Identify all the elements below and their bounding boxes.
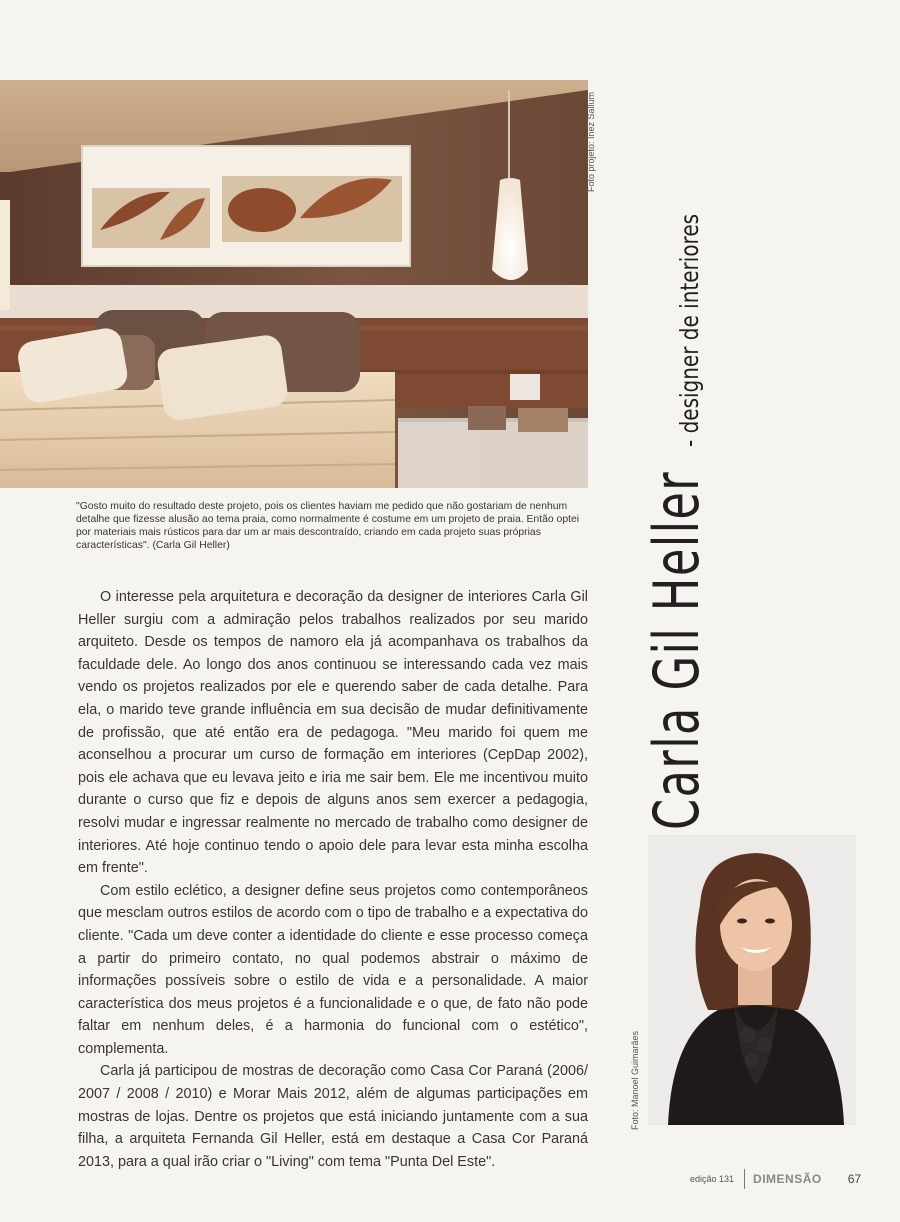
page-number: 67 [847, 1172, 862, 1186]
photo-credit-portrait: Foto: Manoel Guimarães [630, 1030, 640, 1130]
magazine-logo: DIMENSÃO [753, 1172, 822, 1186]
paragraph: O interesse pela arquitetura e decoração da designer de interiores Carla Gil Heller surgiu com a admiração pelos trabalhos realizados por seu marido arquiteto. Desde os tempos de namoro ela já acompanhava os trabalhos da faculdade dele. Ao longo dos anos continuou se interessando cada vez mais vendo os projetos realizados por ele e querendo saber de cada detalhe. Para ela, o marido teve grande influência em sua decisão de mudar definitivamente de profissão, que até então era de pedagoga. "Meu marido foi quem me aconselhou a procurar um curso de formação em interiores (CepDap 2002), pois ele achava que eu levava jeito e iria me sair bem. Ele me incentivou muito durante o curso que fiz e depois de alguns anos sem exercer a pedagogia, resolvi mudar e ingressar realmente no mercado de trabalho como designer de interiores. Até hoje continuo tendo o apoio dele para levar esta minha escolha em frente". [78, 589, 588, 877]
edition-number: edição 131 [690, 1174, 735, 1184]
bedroom-photo-illustration [0, 80, 588, 488]
title-role: - designer de interiores [675, 214, 704, 448]
bedroom-photo [0, 80, 588, 488]
footer-divider [744, 1169, 745, 1189]
caption-text: "Gosto muito do resultado deste projeto, pois os clientes haviam me pedido que não gostariam de nenhum detalhe que fizesse alusão ao tema praia, como normalmente é costume em um projeto de praia. Então optei por materiais mais rústicos para dar um ar mais descontraído, criando em cada projeto suas próprias características". (Carla Gil Heller) [76, 501, 580, 551]
title-name: Carla Gil Heller [640, 470, 713, 830]
paragraph: Carla já participou de mostras de decoração como Casa Cor Paraná (2006/ 2007 / 2008 / 2010) e Morar Mais 2012, além de algumas participações em mostras de lojas. Dentre os projetos que está iniciando juntamente com a sua filha, a arquiteta Fernanda Gil Heller, está em destaque a Casa Cor Paraná 2013, para a qual irão criar o "Living" com tema "Punta Del Este". [78, 1063, 588, 1170]
photo-caption [76, 500, 581, 552]
article-body [78, 586, 588, 1173]
portrait-illustration [648, 835, 856, 1125]
page-footer [690, 1168, 870, 1190]
paragraph: Com estilo eclético, a designer define seus projetos como contemporâneos que mesclam outros estilos de acordo com o tipo de trabalho e a expectativa do cliente. "Cada um deve conter a identidade do cliente e esse processo começa a partir do primeiro contato, no qual podemos abstrair o máximo de informações possíveis sobre o estilo de vida e a personalidade. A maior característica dos meus projetos é a funcionalidade e o que, de fato não pode faltar em nenhum deles, é a harmonia do funcional com o estético", complementa. [78, 882, 588, 1057]
article-title [640, 210, 720, 830]
portrait-photo [648, 835, 856, 1125]
photo-credit-room: Foto projeto: Inez Sallum [586, 91, 596, 192]
